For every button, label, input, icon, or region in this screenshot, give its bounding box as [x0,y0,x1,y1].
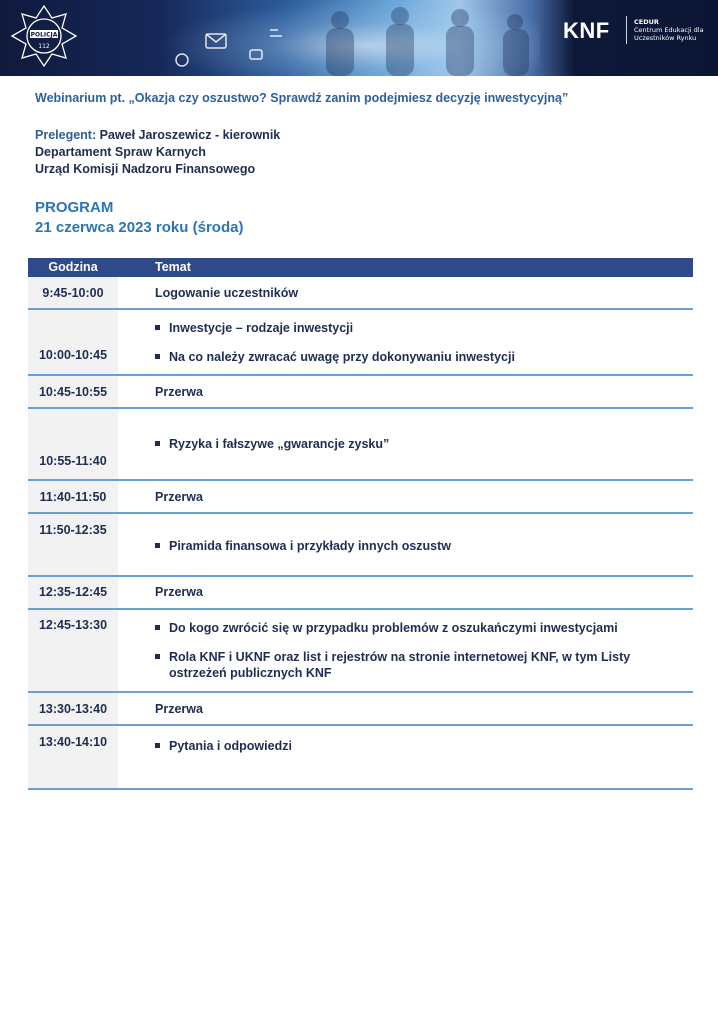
logo-divider [626,16,627,44]
program-heading: PROGRAM [35,199,114,216]
bullet-text: Na co należy zwracać uwagę przy dokonywaniu inwestycji [169,350,515,364]
bullet-text: Pytania i odpowiedzi [169,739,292,753]
topic-text: Przerwa [155,585,203,599]
topic-text: Logowanie uczestników [155,286,299,300]
time-text: 11:40-11:50 [39,490,107,504]
speaker-label: Prelegent: [35,128,97,142]
bullet-text: Inwestycje – rodzaje inwestycji [169,321,354,335]
table-header [28,258,693,277]
topic-bullet [155,320,675,336]
topic-text: Przerwa [155,385,203,399]
col-topic-header: Temat [155,260,191,274]
time-cell [28,310,118,376]
speaker-office: Urząd Komisji Nadzoru Finansowego [35,162,256,176]
time-text: 12:35-12:45 [38,585,108,599]
webinar-title: Webinarium pt. „Okazja czy oszustwo? Sprawdź zanim podejmiesz decyzję inwestycyjną” [35,91,569,105]
time-cell [28,610,118,693]
program-date: 21 czerwca 2023 roku (środa) [35,219,244,236]
cedur-line1: CEDUR [634,18,659,26]
table-row [28,726,693,790]
col-time-header: Godzina [48,260,98,274]
time-cell [28,577,118,610]
bullet-text: Rola KNF i UKNF oraz list i rejestrów na stronie internetowej KNF, w tym Listy ostrzeżeń publicznych KNF [169,650,631,680]
time-text: 10:45-10:55 [38,385,108,399]
row-divider [28,788,693,790]
cedur-logo-text [634,18,704,42]
svg-text:112: 112 [38,43,50,50]
table-row [28,409,693,481]
topic-bullet [155,349,675,365]
cedur-line2: Centrum Edukacji dla [634,26,704,34]
tech-icons-graphic [170,20,330,76]
silhouettes-graphic [300,2,550,76]
cedur-line3: Uczestników Rynku [634,34,697,42]
bullet-text: Do kogo zwrócić się w przypadku problemów z oszukańczymi inwestycjami [169,621,618,635]
time-cell [28,409,118,481]
svg-text:POLICJA: POLICJA [30,31,58,39]
speaker-block [35,127,280,178]
topic-bullet [155,649,675,681]
police-seal-logo [6,4,82,68]
table-row [28,610,693,693]
time-text: 13:30-13:40 [38,702,108,716]
knf-logo: KNF [563,18,610,43]
header-banner [0,0,718,76]
bullet-text: Ryzyka i fałszywe „gwarancje zysku” [169,437,390,451]
program-heading-block [35,198,243,238]
topic-bullet [155,538,675,554]
time-text: 9:45-10:00 [42,286,104,300]
time-text: 10:00-10:45 [38,348,108,362]
time-cell [28,277,118,310]
table-row [28,481,693,514]
time-cell [28,514,118,577]
time-cell [28,693,118,726]
bullet-text: Piramida finansowa i przykłady innych oszustw [169,539,452,553]
topic-text: Przerwa [155,490,203,504]
table-row [28,514,693,577]
speaker-department: Departament Spraw Karnych [35,145,206,159]
time-text: 12:45-13:30 [38,618,108,632]
topic-bullet [155,620,675,636]
time-cell [28,376,118,409]
topic-bullet [155,436,675,452]
table-row [28,693,693,726]
time-text: 11:50-12:35 [39,523,107,537]
topic-text: Przerwa [155,702,203,716]
time-cell [28,726,118,790]
time-text: 13:40-14:10 [38,735,108,749]
table-row [28,310,693,376]
topic-bullet [155,738,675,754]
time-cell [28,481,118,514]
table-row [28,577,693,610]
table-row [28,376,693,409]
speaker-name: Paweł Jaroszewicz - kierownik [96,128,281,142]
table-row [28,277,693,310]
time-text: 10:55-11:40 [39,454,107,468]
